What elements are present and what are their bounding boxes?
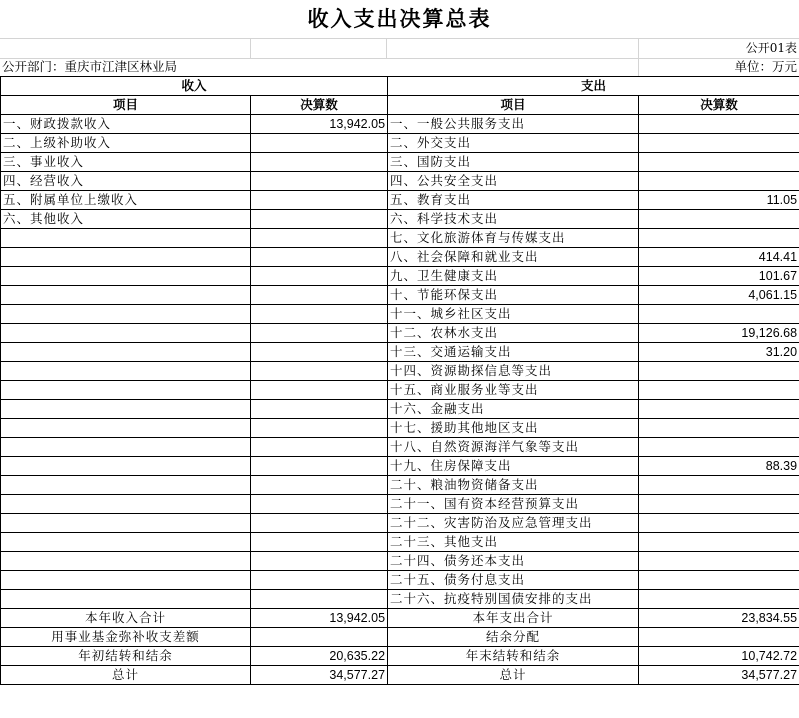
expense-amount-cell — [639, 305, 799, 324]
income-item-cell: 二、上级补助收入 — [1, 134, 251, 153]
table-row — [1, 210, 799, 229]
income-item-cell — [1, 552, 251, 571]
income-item-cell — [1, 324, 251, 343]
expense-item-cell: 总计 — [388, 666, 639, 685]
expense-item-cell: 十六、金融支出 — [388, 400, 639, 419]
income-expense-table — [0, 76, 799, 685]
table-row — [1, 438, 799, 457]
spreadsheet-gridline-row — [0, 38, 799, 59]
income-item-header: 项目 — [1, 96, 251, 115]
income-amount-cell — [251, 552, 388, 571]
income-amount-cell — [251, 324, 388, 343]
income-amount-cell — [251, 305, 388, 324]
expense-item-cell: 年末结转和结余 — [388, 647, 639, 666]
income-amount-cell — [251, 628, 388, 647]
expense-amount-cell: 31.20 — [639, 343, 799, 362]
expense-amount-cell: 23,834.55 — [639, 609, 799, 628]
income-amount-cell — [251, 571, 388, 590]
table-row — [1, 381, 799, 400]
column-header-row — [1, 96, 799, 115]
expense-amount-cell — [639, 400, 799, 419]
income-amount-header: 决算数 — [251, 96, 388, 115]
expense-amount-cell — [639, 362, 799, 381]
expense-item-cell: 十八、自然资源海洋气象等支出 — [388, 438, 639, 457]
expense-item-cell: 四、公共安全支出 — [388, 172, 639, 191]
income-amount-cell: 20,635.22 — [251, 647, 388, 666]
income-item-cell: 四、经营收入 — [1, 172, 251, 191]
income-amount-cell — [251, 438, 388, 457]
table-row — [1, 229, 799, 248]
table-row — [1, 533, 799, 552]
expense-amount-cell — [639, 552, 799, 571]
expense-amount-cell — [639, 590, 799, 609]
summary-row — [1, 609, 799, 628]
income-item-cell — [1, 248, 251, 267]
income-item-cell: 六、其他收入 — [1, 210, 251, 229]
income-amount-cell: 13,942.05 — [251, 609, 388, 628]
table-row — [1, 248, 799, 267]
income-amount-cell — [251, 362, 388, 381]
income-item-cell: 一、财政拨款收入 — [1, 115, 251, 134]
income-item-cell — [1, 438, 251, 457]
expense-amount-cell — [639, 419, 799, 438]
expense-amount-cell — [639, 153, 799, 172]
expense-item-header: 项目 — [388, 96, 639, 115]
expense-amount-cell — [639, 134, 799, 153]
expense-amount-cell — [639, 628, 799, 647]
expense-amount-cell — [639, 381, 799, 400]
income-amount-cell — [251, 191, 388, 210]
expense-item-cell: 十、节能环保支出 — [388, 286, 639, 305]
expense-item-cell: 一、一般公共服务支出 — [388, 115, 639, 134]
report-title: 收入支出决算总表 — [307, 7, 492, 31]
expense-amount-cell — [639, 533, 799, 552]
income-amount-cell: 13,942.05 — [251, 115, 388, 134]
table-row — [1, 400, 799, 419]
income-item-cell: 本年收入合计 — [1, 609, 251, 628]
expense-item-cell: 二十五、债务付息支出 — [388, 571, 639, 590]
expense-amount-cell: 101.67 — [639, 267, 799, 286]
income-amount-cell — [251, 286, 388, 305]
income-item-cell — [1, 305, 251, 324]
table-row — [1, 115, 799, 134]
expense-item-cell: 十一、城乡社区支出 — [388, 305, 639, 324]
expense-item-cell: 十九、住房保障支出 — [388, 457, 639, 476]
expense-item-cell: 八、社会保障和就业支出 — [388, 248, 639, 267]
expense-amount-cell: 34,577.27 — [639, 666, 799, 685]
section-header-row — [1, 77, 799, 96]
expense-amount-cell — [639, 514, 799, 533]
expense-item-cell: 十七、援助其他地区支出 — [388, 419, 639, 438]
income-amount-cell — [251, 229, 388, 248]
expense-item-cell: 九、卫生健康支出 — [388, 267, 639, 286]
income-item-cell — [1, 362, 251, 381]
expense-amount-cell: 414.41 — [639, 248, 799, 267]
income-item-cell: 用事业基金弥补收支差额 — [1, 628, 251, 647]
income-item-cell: 五、附属单位上缴收入 — [1, 191, 251, 210]
expense-item-cell: 十四、资源勘探信息等支出 — [388, 362, 639, 381]
income-amount-cell — [251, 590, 388, 609]
expense-amount-cell — [639, 210, 799, 229]
expense-section-header: 支出 — [388, 77, 799, 96]
table-row — [1, 343, 799, 362]
expense-item-cell: 七、文化旅游体育与传媒支出 — [388, 229, 639, 248]
income-item-cell — [1, 590, 251, 609]
income-amount-cell — [251, 172, 388, 191]
income-item-cell — [1, 267, 251, 286]
table-row — [1, 172, 799, 191]
income-item-cell — [1, 229, 251, 248]
income-amount-cell — [251, 514, 388, 533]
income-item-cell — [1, 400, 251, 419]
expense-amount-cell: 4,061.15 — [639, 286, 799, 305]
income-amount-cell — [251, 400, 388, 419]
expense-item-cell: 本年支出合计 — [388, 609, 639, 628]
expense-item-cell: 六、科学技术支出 — [388, 210, 639, 229]
income-item-cell: 年初结转和结余 — [1, 647, 251, 666]
income-item-cell — [1, 495, 251, 514]
income-item-cell — [1, 343, 251, 362]
summary-row — [1, 647, 799, 666]
table-row — [1, 191, 799, 210]
income-amount-cell — [251, 343, 388, 362]
expense-item-cell: 十三、交通运输支出 — [388, 343, 639, 362]
table-row — [1, 324, 799, 343]
table-row — [1, 134, 799, 153]
income-item-cell — [1, 571, 251, 590]
expense-amount-cell — [639, 476, 799, 495]
table-row — [1, 362, 799, 381]
table-row — [1, 457, 799, 476]
expense-amount-cell — [639, 495, 799, 514]
table-row — [1, 495, 799, 514]
expense-amount-cell — [639, 438, 799, 457]
expense-item-cell: 三、国防支出 — [388, 153, 639, 172]
income-item-cell — [1, 286, 251, 305]
table-row — [1, 419, 799, 438]
department-label: 公开部门：重庆市江津区林业局 — [2, 59, 178, 74]
income-amount-cell — [251, 457, 388, 476]
income-amount-cell — [251, 476, 388, 495]
income-amount-cell: 34,577.27 — [251, 666, 388, 685]
table-row — [1, 153, 799, 172]
expense-item-cell: 五、教育支出 — [388, 191, 639, 210]
income-amount-cell — [251, 381, 388, 400]
income-item-cell — [1, 514, 251, 533]
income-item-cell — [1, 419, 251, 438]
expense-item-cell: 二十六、抗疫特别国债安排的支出 — [388, 590, 639, 609]
expense-amount-cell — [639, 172, 799, 191]
expense-item-cell: 结余分配 — [388, 628, 639, 647]
expense-item-cell: 十五、商业服务业等支出 — [388, 381, 639, 400]
expense-amount-cell: 11.05 — [639, 191, 799, 210]
summary-row — [1, 666, 799, 685]
income-item-cell: 总计 — [1, 666, 251, 685]
income-section-header: 收入 — [1, 77, 388, 96]
income-item-cell — [1, 381, 251, 400]
expense-amount-cell — [639, 115, 799, 134]
expense-item-cell: 二十四、债务还本支出 — [388, 552, 639, 571]
table-row — [1, 286, 799, 305]
income-amount-cell — [251, 210, 388, 229]
table-row — [1, 590, 799, 609]
table-row — [1, 305, 799, 324]
expense-amount-cell: 10,742.72 — [639, 647, 799, 666]
unit-label: 单位：万元 — [734, 59, 797, 74]
summary-row — [1, 628, 799, 647]
table-row — [1, 571, 799, 590]
table-body — [1, 77, 799, 685]
table-row — [1, 267, 799, 286]
form-code: 公开01表 — [745, 41, 797, 55]
income-amount-cell — [251, 134, 388, 153]
income-amount-cell — [251, 153, 388, 172]
income-item-cell: 三、事业收入 — [1, 153, 251, 172]
expense-item-cell: 十二、农林水支出 — [388, 324, 639, 343]
expense-amount-header: 决算数 — [639, 96, 799, 115]
table-row — [1, 476, 799, 495]
income-item-cell — [1, 533, 251, 552]
income-amount-cell — [251, 533, 388, 552]
expense-item-cell: 二十二、灾害防治及应急管理支出 — [388, 514, 639, 533]
income-amount-cell — [251, 267, 388, 286]
expense-amount-cell: 88.39 — [639, 457, 799, 476]
expense-amount-cell — [639, 571, 799, 590]
income-amount-cell — [251, 495, 388, 514]
table-row — [1, 552, 799, 571]
expense-item-cell: 二十、粮油物资储备支出 — [388, 476, 639, 495]
income-item-cell — [1, 476, 251, 495]
expense-amount-cell — [639, 229, 799, 248]
table-row — [1, 514, 799, 533]
income-item-cell — [1, 457, 251, 476]
expense-item-cell: 二十一、国有资本经营预算支出 — [388, 495, 639, 514]
income-amount-cell — [251, 419, 388, 438]
income-amount-cell — [251, 248, 388, 267]
expense-item-cell: 二、外交支出 — [388, 134, 639, 153]
expense-item-cell: 二十三、其他支出 — [388, 533, 639, 552]
expense-amount-cell: 19,126.68 — [639, 324, 799, 343]
